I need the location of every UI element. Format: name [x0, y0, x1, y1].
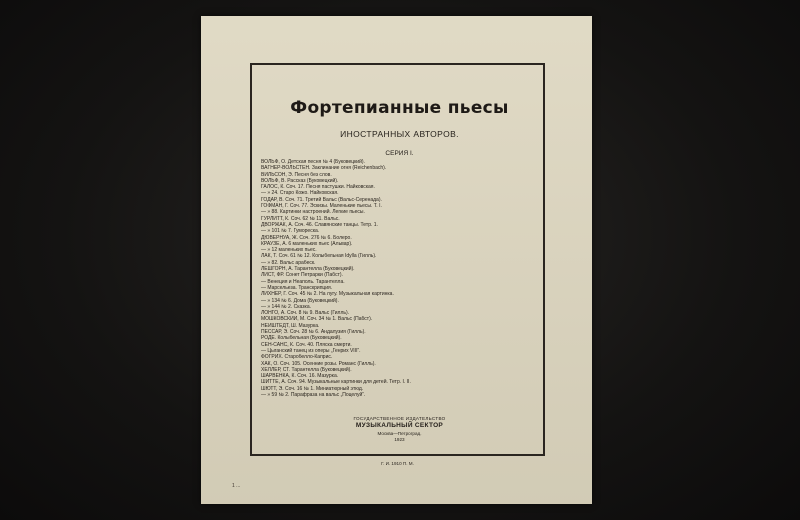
list-item: ЛАК, Т. Соч. 61 № 12. Колыбельная Idylla (Гилль). — [261, 253, 377, 260]
list-item: ШАРВЕНКА, К. Соч. 16. Мазурка. — [261, 373, 339, 380]
list-item: ЛЕШГОРН, А. Тарантелла (Буковецкий). — [261, 266, 355, 273]
list-item: ВОЛЬФ, В. Рассказ (Буковецкий). — [261, 177, 339, 184]
list-item: ХАК, О. Соч. 105. Осенние розы. Романс (Гилль). — [261, 360, 376, 367]
list-item: — » 24. Старо Кожо. Найковская. — [261, 190, 339, 197]
list-item: ГУРЛИТТ, К. Соч. 62 № 11. Вальс. — [261, 215, 340, 222]
list-item: ВАГНЕР-ВОЛЬСТЕН. Заклинание огня (Reichenbach). — [261, 165, 387, 172]
list-item: ШИТТЕ, А. Соч. 94. Музыкальные картинки для детей. Тетр. I. II. — [261, 379, 411, 386]
cover-subtitle: ИНОСТРАННЫХ АВТОРОВ. — [340, 129, 459, 139]
cover-frame — [250, 63, 545, 456]
list-item: НЕЙШТЕДТ, Ш. Мазурка. — [261, 322, 320, 329]
list-item: ГОФМАН, Г. Соч. 77. Эскизы. Маленькие пьесы. Т. I. — [261, 203, 382, 210]
list-item: — » 59 № 2. Парафраза на вальс „Поцелуй“. — [261, 391, 366, 398]
corner-mark: 1 ... — [232, 483, 241, 489]
list-item: — » 12 маленьких пьес. — [261, 247, 317, 254]
list-item: ЛИСТ, ФР. Сонет Петрарки (Пабст). — [261, 272, 343, 279]
list-item: МОШКОВСКИЙ, М. Соч. 34 № 1. Вальс (Пабст). — [261, 316, 373, 323]
list-item: — » 88. Картинки настроений. Легкие пьесы. — [261, 209, 365, 216]
list-item: ДВОРЖАК, А. Соч. 46. Славянские танцы. Тетр. 1. — [261, 221, 378, 228]
list-item: РОДЕ. Колыбельная (Буковецкий). — [261, 335, 342, 342]
publisher-city: Москва—Петроград. — [377, 431, 422, 436]
sheet-music-cover — [201, 16, 592, 504]
list-item: — » 82. Вальс арабеск. — [261, 259, 316, 266]
cover-title: Фортепианные пьесы — [290, 98, 509, 118]
list-item: ВОЛЬФ, О. Детская песня № 4 (Буковецкий). — [261, 159, 365, 165]
list-item: ЛИХНЕР, Г. Соч. 45 № 2. На лугу. Музыкальная картинка. — [261, 291, 394, 298]
list-item: — Венеция и Неаполь. Тарантелла. — [261, 278, 345, 285]
publisher-org: ГОСУДАРСТВЕННОЕ ИЗДАТЕЛЬСТВО — [353, 416, 446, 421]
publisher-sector: МУЗЫКАЛЬНЫЙ СЕКТОР — [355, 422, 444, 429]
list-item: ГОДАР, В. Соч. 71. Третий Вальс (Вальс-Серенада). — [261, 196, 382, 203]
list-item: ШЮТТ, Э. Соч. 16 № 1. Миниатюрный этюд. — [261, 385, 364, 392]
list-item: ВИЛЬСОН, Э. Песня без слов. — [261, 171, 332, 178]
list-item: ДЮВЕРНУА, Ж. Соч. 276 № 6. Болеро. — [261, 234, 352, 241]
list-item: — » 134 № 6. Дома (Буковецкий). — [261, 297, 339, 304]
list-item: ЛОНГО, А. Соч. 8 № 9. Вальс (Гилль). — [261, 310, 350, 317]
publisher-year: 1923 — [394, 437, 405, 442]
list-item: СЕН-САНС, К. Соч. 40. Пляска смерти. — [261, 341, 352, 348]
list-item: — Марсельеза. Транскрипция. — [261, 284, 333, 291]
list-item: ГАЛОС, К. Соч. 17. Песня пастушки. Найковская. — [261, 184, 375, 191]
composer-list — [261, 159, 541, 398]
list-item: — » 101 № 7. Гумореска. — [261, 228, 320, 235]
catalog-code: Г. И. 1910 П. М. — [381, 461, 414, 466]
list-item: КРАУЗЕ, А. 6 маленьких пьес (Альвар). — [261, 240, 353, 247]
list-item: ПЕССАР, Э. Соч. 28 № 6. Андалузия (Гилль). — [261, 329, 366, 336]
list-item: — » 144 № 2. Сказка. — [261, 303, 311, 310]
list-item: ХЕЛЛЕР, СТ. Тарантелла (Буковецкий). — [261, 366, 352, 373]
publisher-block — [252, 416, 547, 442]
list-item: — Цыганский танец из оперы „Генрих VIII“. — [261, 347, 361, 354]
series-label: СЕРИЯ I. — [385, 150, 414, 157]
list-item: ФОГРИХ. Старобелло-Каприс. — [261, 354, 333, 361]
